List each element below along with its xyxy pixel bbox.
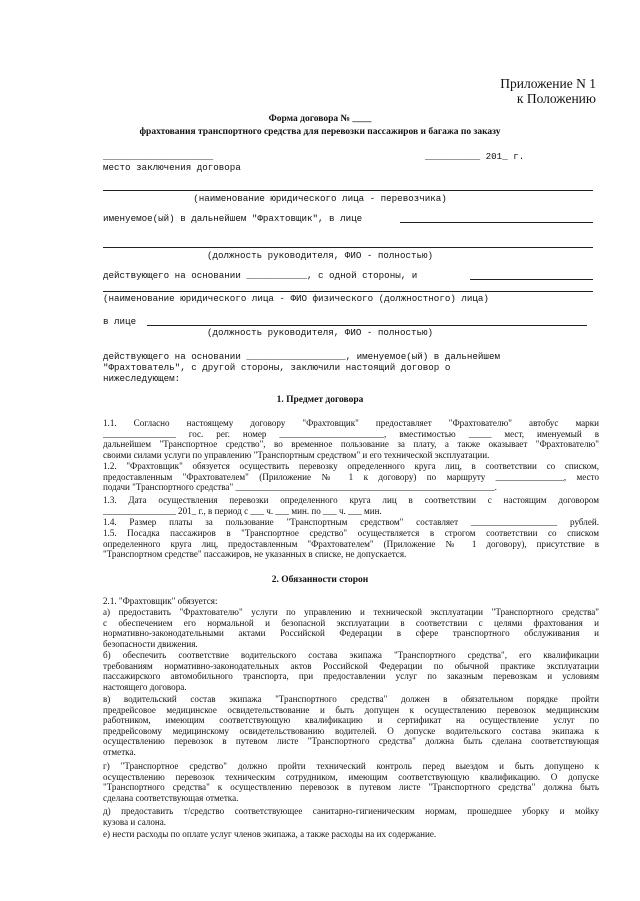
clause-line: предрейсовое медицинское освидетельствование и быть допущен к осуществлению перевозок медицинским [103,704,599,715]
acting-basis-2-line3: нижеследующем: [103,373,181,384]
clause-2-1-b [103,650,599,692]
clause-2-1 [103,596,599,607]
clause-line: предрейсовому медицинскому освидетельствованию водителей. О допуске водительского состава экипажа к [103,725,599,736]
clause-line: подачи "Транспортного средства" _________________________________________________________. [103,482,497,493]
charterer-head-hint: (должность руководителя, ФИО - полностью) [206,327,434,338]
clause-line: нормативно-законодательными актами Российской Федерации в сфере транспортного обслуживания и [103,628,599,639]
clause-1-2 [103,461,599,493]
date-field: __________ 201_ г. [425,151,525,162]
clause-line: 1.1. Согласно настоящему договору "Фрахтовщик" предоставляет "Фрахтователю" автобус марки [103,418,599,428]
clause-line: отметка. [103,746,136,757]
in-person-text: в лице [103,316,137,327]
charterer-start-line [470,279,593,280]
charterer-hint: (наименование юридического лица - ФИО физического (должностного) лица) [103,293,489,304]
section-2-title: 2. Обязанности сторон [271,575,369,585]
clause-2-1-e [103,829,599,840]
clause-line: 1.3. Дата осуществления перевозки определенного круга лиц в соответствии с настоящим договором [103,495,599,505]
clause-line: требованиям нормативно-законодательных актов Российской Федерации по обычной практике эксплуатации [103,660,599,671]
clause-line: предоставленным "Фрахтователем" (Приложение № 1 к договору) по маршруту _______________, место [103,471,599,482]
clause-line: в) водительский состав экипажа "Транспортного средства" должен в обязательном порядке пройти [103,694,599,704]
clause-line: определенного круга лиц, предоставленным "Фрахтователем" (Приложение № 1 договору), присутствие в [103,538,599,549]
clause-line: работником, имеющим соответствующую квалификацию и сертификат на осуществление услуг по [103,715,599,726]
clause-line: настоящего договора. [103,681,187,692]
clause-1-3 [103,495,599,516]
clause-line: "Транспортного средства" к осуществлению перевозок в путевом листе "Транспортного средства" должна быть [103,782,599,793]
clause-line: пассажирского автомобильного транспорта, при предоставлении услуг по заказным перевозкам и условиям [103,671,599,682]
clause-2-1-v [103,694,599,758]
carrier-name-line [103,190,593,191]
acting-basis-2-line2: "Фрахтователь", с другой стороны, заключили настоящий договор о [103,362,451,373]
clause-2-1-a [103,607,599,649]
clause-line: д) предоставить т/средство соответствующее санитарно-гигиеническим нормам, прошедшее уборку и мойку [103,806,599,816]
clause-1-4 [103,517,599,528]
acting-basis-2-line1: действующего на основании __________________, именуемое(ый) в дальнейшем [103,351,500,362]
clause-2-1-g [103,761,599,803]
carrier-head-line [103,247,593,248]
clause-line: е) нести расходы по оплате услуг членов экипажа, а также расходы на их содержание. [103,829,437,839]
clause-line: безопасности движения. [103,638,198,649]
clause-line: 1.2. "Фрахтовщик" обязуется осуществить перевозку определенного круга лиц, в соответствии со списком, [103,461,599,471]
clause-line: осуществлению перевозок в путевом листе "Транспортного средства" должна быть сделана соответствующая [103,736,599,747]
clause-line: осуществлению перевозок техническим сотрудником, имеющим соответствующую квалификацию. О допуске [103,771,599,782]
charterer-name-line [103,291,593,292]
acting-basis-1: действующего на основании ___________, с одной стороны, и [103,270,418,281]
clause-line: своими силами услуги по управлению "Транспортным средством" и его технической эксплуатации. [103,449,490,460]
clause-line: г) "Транспортное средство" должно пройти технический контроль перед выездом и быть допущено к [103,761,599,771]
carrier-head-hint: (должность руководителя, ФИО - полностью) [206,250,434,261]
section-1-title: 1. Предмет договора [276,395,364,405]
clause-1-5 [103,528,599,560]
clause-line: б) обеспечить соответствие водительского состава экипажа "Транспортного средства", его квалификации [103,650,599,660]
clause-line: "Транспортном средстве" пассажиров, не указанных в списке, не допускается. [103,549,407,560]
charterer-head-line [147,325,587,326]
clause-line: дальнейшем "Транспортное средство", во временное пользование за плату, а также оказывает "Фрахтователю" [103,439,599,450]
place-caption: место заключения договора [103,162,241,173]
carrier-named-text: именуемое(ый) в дальнейшем "Фрахтовщик", в лице [103,213,363,224]
clause-line: 2.1. "Фрахтовщик" обязуется: [103,596,218,606]
appendix-label [500,76,596,106]
clause-2-1-d [103,806,599,827]
clause-line: с обеспечением его нормальной и безопасной эксплуатации в соответствии с целями фрахтования и [103,617,599,628]
form-subtitle: фрахтования транспортного средства для перевозки пассажиров и багажа по заказу [139,127,501,137]
appendix-line-2: к Положению [516,91,596,106]
form-title: Форма договора № ____ [268,114,372,124]
carrier-hint: (наименование юридического лица - перевозчика) [193,193,447,204]
clause-line: а) предоставить "Фрахтователю" услуги по управлению и технической эксплуатации "Транспортного средства" [103,607,599,617]
clause-line: сделана соответствующая отметка. [103,792,239,803]
carrier-person-line [400,222,593,223]
clause-line: 1.4. Размер платы за пользование "Транспортным средством" составляет ___________________ рублей. [103,517,599,527]
clause-line: ________________ 201_ г., в период с ___ ч. ___ мин. по ___ ч. ___ мин. [103,505,382,516]
place-field: ____________________ [103,151,214,162]
clause-line: ________________ гос. рег. номер _______________________, вместимостью _____ мест, именуемый в [103,428,599,439]
appendix-line-1: Приложение N 1 [500,76,596,91]
clause-line: 1.5. Посадка пассажиров в "Транспортное средство" осуществляется в строгом соответствии со списком [103,528,599,538]
clause-1-1 [103,418,599,460]
clause-line: кузова и салона. [103,816,167,827]
